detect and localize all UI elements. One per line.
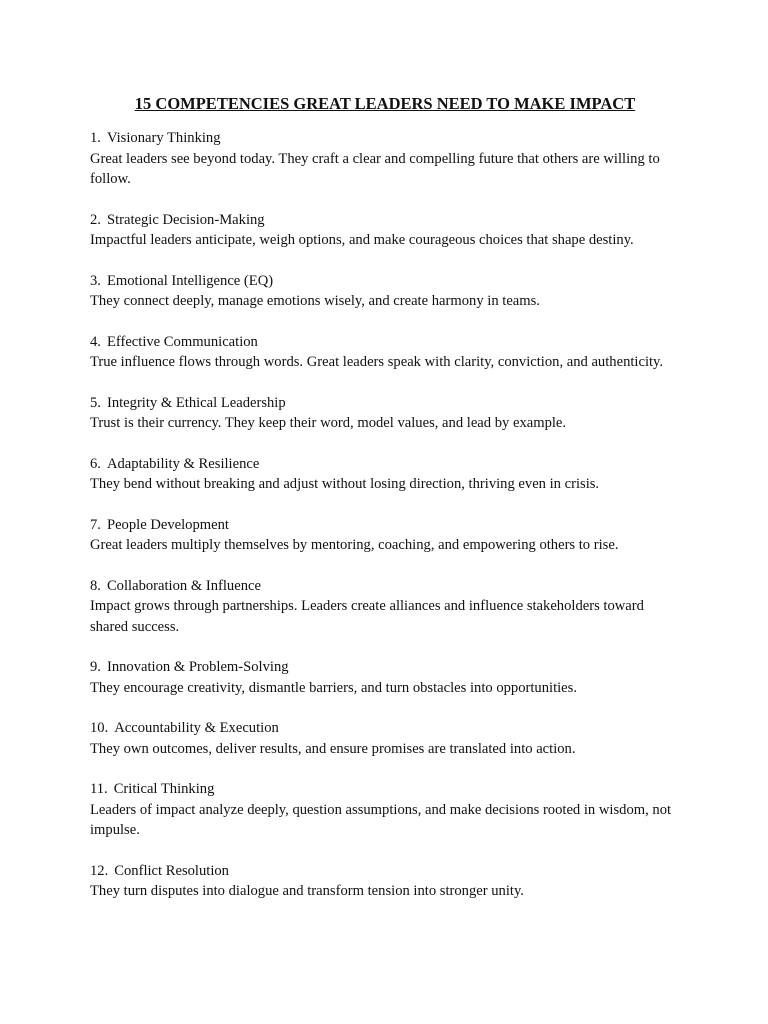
item-number: 4. bbox=[90, 333, 101, 350]
item-description: True influence flows through words. Great leaders speak with clarity, conviction, and authenticity. bbox=[90, 354, 664, 370]
item-title: Innovation & Problem-Solving bbox=[106, 659, 289, 675]
list-item bbox=[90, 515, 680, 556]
item-title: Adaptability & Resilience bbox=[106, 455, 260, 472]
list-item bbox=[90, 657, 680, 698]
item-title: Integrity & Ethical Leadership bbox=[106, 394, 286, 411]
item-title: Visionary Thinking bbox=[106, 130, 221, 146]
item-heading bbox=[90, 210, 680, 231]
item-title: Effective Communication bbox=[106, 333, 258, 350]
item-number: 3. bbox=[90, 272, 101, 289]
item-number: 2. bbox=[90, 211, 101, 228]
item-number: 1. bbox=[90, 130, 101, 146]
item-heading bbox=[90, 861, 680, 882]
item-description: They own outcomes, deliver results, and ensure promises are translated into action. bbox=[90, 740, 576, 757]
list-item bbox=[90, 128, 680, 190]
item-title: Strategic Decision-Making bbox=[106, 211, 265, 228]
item-description: They connect deeply, manage emotions wisely, and create harmony in teams. bbox=[90, 293, 540, 309]
item-description: Great leaders multiply themselves by mentoring, coaching, and empowering others to rise. bbox=[90, 537, 619, 553]
item-description: They turn disputes into dialogue and transform tension into stronger unity. bbox=[90, 883, 524, 899]
item-number: 10. bbox=[90, 720, 109, 736]
list-item bbox=[90, 332, 680, 373]
item-heading bbox=[90, 393, 680, 414]
item-description: Impactful leaders anticipate, weigh options, and make courageous choices that shape destiny. bbox=[90, 232, 634, 248]
item-description: They bend without breaking and adjust without losing direction, thriving even in crisis. bbox=[90, 476, 600, 492]
item-number: 8. bbox=[90, 577, 101, 594]
item-heading bbox=[90, 128, 680, 149]
item-description: Trust is their currency. They keep their word, model values, and lead by example. bbox=[90, 415, 567, 431]
item-description: They encourage creativity, dismantle barriers, and turn obstacles into opportunities. bbox=[90, 679, 577, 696]
list-item bbox=[90, 779, 680, 841]
item-title: Accountability & Execution bbox=[114, 720, 279, 736]
item-heading bbox=[90, 271, 680, 292]
item-number: 6. bbox=[90, 455, 101, 472]
item-title: Conflict Resolution bbox=[114, 862, 229, 879]
item-heading bbox=[90, 332, 680, 353]
list-item bbox=[90, 210, 680, 251]
item-number: 12. bbox=[90, 862, 109, 879]
item-title: Critical Thinking bbox=[113, 781, 215, 797]
list-item bbox=[90, 393, 680, 434]
list-item bbox=[90, 861, 680, 902]
item-description: Leaders of impact analyze deeply, question assumptions, and make decisions rooted in wisdom, not impulse. bbox=[90, 801, 672, 838]
item-number: 11. bbox=[90, 781, 108, 797]
item-number: 5. bbox=[90, 394, 101, 411]
item-title: Emotional Intelligence (EQ) bbox=[106, 272, 274, 289]
item-number: 7. bbox=[90, 516, 101, 533]
competency-list bbox=[90, 128, 680, 902]
item-description: Impact grows through partnerships. Leaders create alliances and influence stakeholders toward shared success. bbox=[90, 598, 644, 635]
item-heading bbox=[90, 515, 680, 536]
item-heading bbox=[90, 454, 680, 475]
list-item bbox=[90, 576, 680, 638]
item-heading bbox=[90, 779, 680, 800]
item-description: Great leaders see beyond today. They craft a clear and compelling future that others are willing to follow. bbox=[90, 150, 660, 187]
item-heading bbox=[90, 657, 680, 678]
document-page bbox=[90, 93, 680, 922]
item-number: 9. bbox=[90, 659, 101, 675]
item-title: Collaboration & Influence bbox=[106, 577, 261, 594]
item-heading bbox=[90, 718, 680, 739]
item-heading bbox=[90, 576, 680, 597]
list-item bbox=[90, 271, 680, 312]
list-item bbox=[90, 718, 680, 759]
list-item bbox=[90, 454, 680, 495]
item-title: People Development bbox=[106, 516, 229, 533]
document-title: 15 COMPETENCIES GREAT LEADERS NEED TO MAKE IMPACT bbox=[134, 94, 636, 113]
